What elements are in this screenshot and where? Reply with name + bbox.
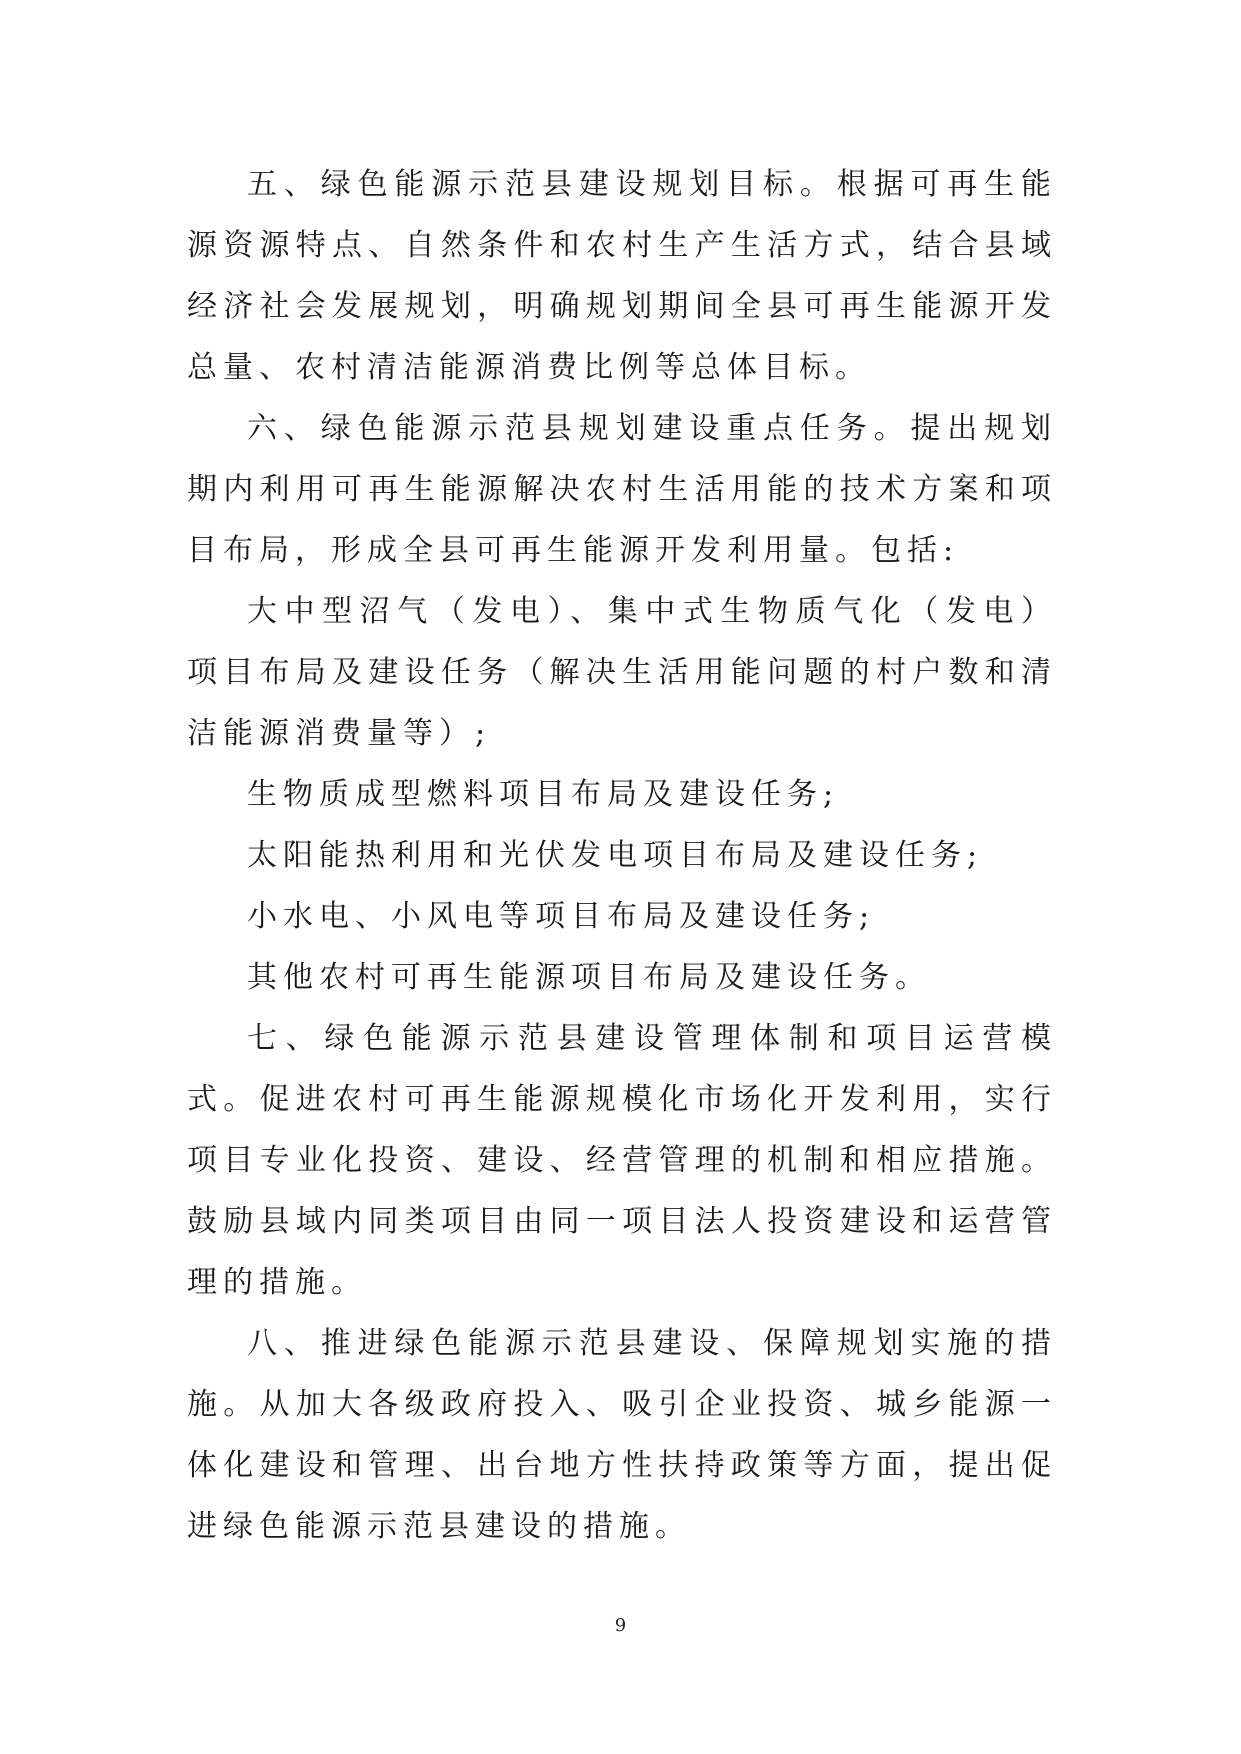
paragraph-section-6: 六、绿色能源示范县规划建设重点任务。提出规划期内利用可再生能源解决农村生活用能的技术方案和项目布局，形成全县可再生能源开发利用量。包括:	[187, 411, 1057, 568]
paragraph-biogas-task: 大中型沼气（发电）、集中式生物质气化（发电）项目布局及建设任务（解决生活用能问题的村户数和清洁能源消费量等）;	[187, 594, 1057, 751]
paragraph-section-7: 七、绿色能源示范县建设管理体制和项目运营模式。促进农村可再生能源规模化市场化开发利用，实行项目专业化投资、建设、经营管理的机制和相应措施。鼓励县域内同类项目由同一项目法人投资建设和运营管理的措施。	[187, 1021, 1057, 1300]
paragraph-section-5: 五、绿色能源示范县建设规划目标。根据可再生能源资源特点、自然条件和农村生产生活方式，结合县域经济社会发展规划，明确规划期间全县可再生能源开发总量、农村清洁能源消费比例等总体目标。	[187, 167, 1057, 385]
paragraph-solar-task: 太阳能热利用和光伏发电项目布局及建设任务;	[247, 838, 984, 873]
paragraph-biomass-fuel-task: 生物质成型燃料项目布局及建设任务;	[247, 777, 840, 812]
page-number: 9	[614, 1615, 627, 1636]
paragraph-section-8: 八、推进绿色能源示范县建设、保障规划实施的措施。从加大各级政府投入、吸引企业投资、城乡能源一体化建设和管理、出台地方性扶持政策等方面，提出促进绿色能源示范县建设的措施。	[187, 1326, 1057, 1544]
paragraph-other-renewables-task: 其他农村可再生能源项目布局及建设任务。	[247, 960, 931, 995]
paragraph-small-hydro-wind-task: 小水电、小风电等项目布局及建设任务;	[247, 899, 876, 934]
body-text	[187, 154, 1057, 1557]
